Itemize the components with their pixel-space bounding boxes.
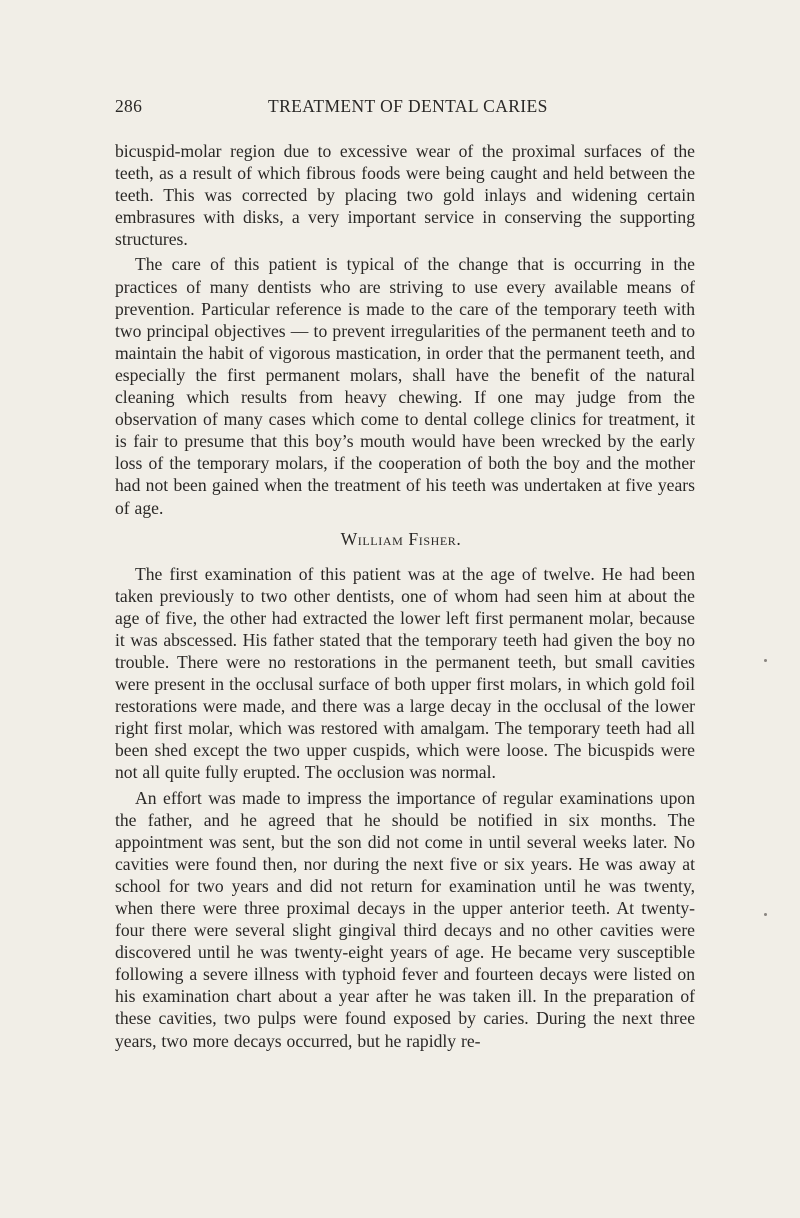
running-title: TREATMENT OF DENTAL CARIES [268,96,548,116]
body-paragraph: The first examination of this patient was at the age of twelve. He had been taken previously to two other dentists, one of whom had seen him at about the age of five, the other had extracted the lower left first permanent molar, because it was abscessed. His father stated that the temporary teeth had given the boy no trouble. There were no restorations in the permanent teeth, but small cavities were present in the occlusal surface of both upper first molars, in which gold foil restorations were made, and there was a large decay in the occlusal of the lower right first molar, which was restored with amalgam. The temporary teeth had all been shed except the two upper cuspids, which were loose. The bicuspids were not all quite fully erupted. The occlusion was normal. [115,563,695,783]
section-heading: William Fisher. [340,528,462,549]
book-page [115,96,695,1055]
body-paragraph: The care of this patient is typical of the change that is occurring in the practices of many dentists who are striving to use every available means of prevention. Particular reference is made to the care of the temporary teeth with two principal objectives — to prevent irregularities of the permanent teeth and to maintain the habit of vigorous mastication, in order that the permanent teeth, and especially the first permanent molars, shall have the benefit of the natural cleaning which results from heavy chewing. If one may judge from the observation of many cases which come to dental college clinics for treatment, it is fair to presume that this boy’s mouth would have been wrecked by the early loss of the temporary molars, if the cooperation of both the boy and the mother had not been gained when the treatment of his teeth was undertaken at five years of age. [115,254,695,518]
running-header [115,96,695,126]
paper-speck [764,913,767,916]
body-paragraph: An effort was made to impress the importance of regular examinations upon the father, and he agreed that he should be notified in six months. The appointment was sent, but the son did not come in until several weeks later. No cavities were found then, nor during the next five or six years. He was away at school for two years and did not return for examination until he was twenty, when there were three proximal decays in the upper anterior teeth. At twenty-four there were several slight gingival third decays and no other cavities were discovered until he was twenty-eight years of age. He became very susceptible following a severe illness with typhoid fever and fourteen decays were listed on his examination chart about a year after he was taken ill. In the preparation of these cavities, two pulps were found exposed by caries. During the next three years, two more decays occurred, but he rapidly re- [115,787,695,1051]
page-number: 286 [115,96,143,116]
paper-speck [764,659,767,662]
body-paragraph: bicuspid-molar region due to excessive wear of the proximal surfaces of the teeth, as a result of which fibrous foods were being caught and held between the teeth. This was corrected by placing two gold inlays and widening certain embrasures with disks, a very important service in conserving the supporting structures. [115,141,695,250]
